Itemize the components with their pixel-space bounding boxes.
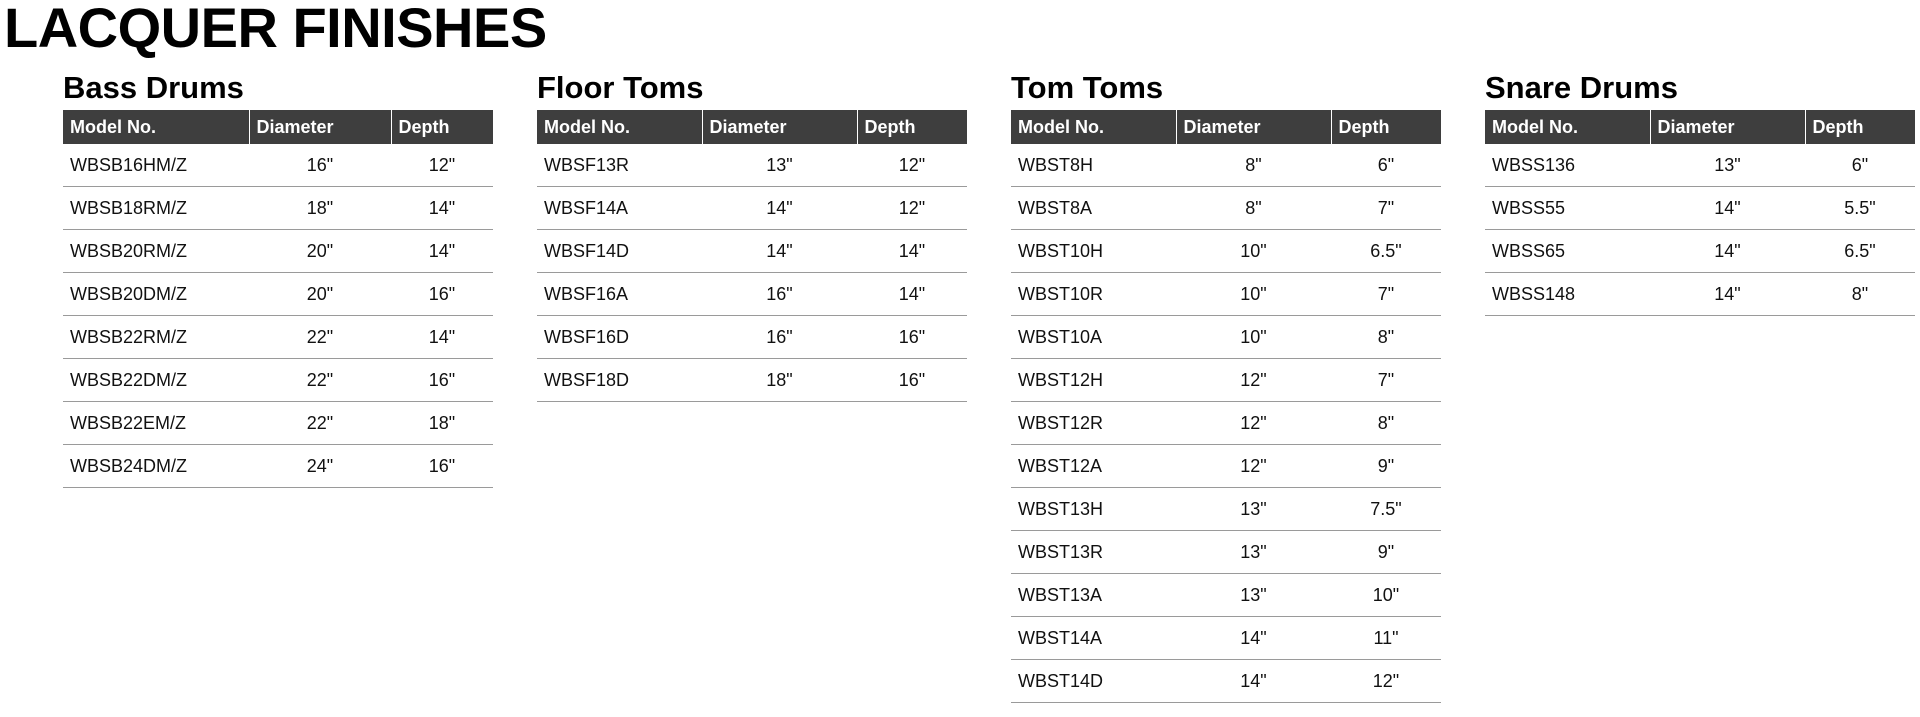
model-cell: WBSF14A — [537, 187, 702, 230]
floor-toms-table — [537, 110, 967, 402]
table-row — [63, 316, 493, 359]
model-column-header: Model No. — [1011, 110, 1176, 144]
model-cell: WBSS65 — [1485, 230, 1650, 273]
depth-cell: 8" — [1805, 273, 1915, 316]
bass-drums-heading: Bass Drums — [63, 70, 244, 105]
table-row — [1485, 144, 1915, 187]
depth-cell: 6.5" — [1805, 230, 1915, 273]
table-row — [1011, 531, 1441, 574]
diameter-cell: 20" — [249, 273, 391, 316]
model-cell: WBST14A — [1011, 617, 1176, 660]
model-cell: WBST10A — [1011, 316, 1176, 359]
model-cell: WBSS55 — [1485, 187, 1650, 230]
diameter-cell: 10" — [1176, 316, 1331, 359]
diameter-cell: 22" — [249, 316, 391, 359]
diameter-cell: 12" — [1176, 402, 1331, 445]
diameter-cell: 14" — [702, 187, 857, 230]
depth-cell: 14" — [391, 187, 493, 230]
diameter-cell: 24" — [249, 445, 391, 488]
model-cell: WBSB24DM/Z — [63, 445, 249, 488]
tom-toms-section — [1011, 70, 1441, 703]
bass-drums-section — [63, 70, 493, 488]
diameter-cell: 14" — [1176, 617, 1331, 660]
model-cell: WBSS136 — [1485, 144, 1650, 187]
model-cell: WBST13H — [1011, 488, 1176, 531]
table-row — [1011, 144, 1441, 187]
depth-cell: 7" — [1331, 359, 1441, 402]
table-row — [1011, 402, 1441, 445]
depth-cell: 7.5" — [1331, 488, 1441, 531]
table-row — [1485, 230, 1915, 273]
model-cell: WBST8A — [1011, 187, 1176, 230]
model-cell: WBSF14D — [537, 230, 702, 273]
diameter-cell: 14" — [1650, 187, 1805, 230]
table-header-row — [1011, 110, 1441, 144]
model-cell: WBSS148 — [1485, 273, 1650, 316]
table-row — [537, 359, 967, 402]
depth-cell: 10" — [1331, 574, 1441, 617]
diameter-column-header: Diameter — [1650, 110, 1805, 144]
table-row — [1485, 273, 1915, 316]
depth-column-header: Depth — [857, 110, 967, 144]
table-row — [63, 273, 493, 316]
snare-drums-table — [1485, 110, 1915, 316]
table-row — [1011, 273, 1441, 316]
depth-cell: 9" — [1331, 531, 1441, 574]
table-row — [1011, 660, 1441, 703]
depth-cell: 18" — [391, 402, 493, 445]
table-body — [537, 144, 967, 402]
table-row — [537, 273, 967, 316]
table-row — [537, 316, 967, 359]
diameter-column-header: Diameter — [1176, 110, 1331, 144]
table-body — [63, 144, 493, 488]
depth-cell: 11" — [1331, 617, 1441, 660]
diameter-cell: 14" — [1650, 273, 1805, 316]
depth-cell: 14" — [391, 230, 493, 273]
depth-cell: 16" — [391, 273, 493, 316]
model-column-header: Model No. — [1485, 110, 1650, 144]
depth-cell: 12" — [857, 144, 967, 187]
snare-drums-section — [1485, 70, 1915, 316]
diameter-cell: 12" — [1176, 359, 1331, 402]
diameter-cell: 13" — [1650, 144, 1805, 187]
table-header-row — [537, 110, 967, 144]
table-row — [1011, 574, 1441, 617]
depth-cell: 6" — [1805, 144, 1915, 187]
table-row — [63, 445, 493, 488]
depth-cell: 12" — [1331, 660, 1441, 703]
diameter-column-header: Diameter — [702, 110, 857, 144]
model-cell: WBSB16HM/Z — [63, 144, 249, 187]
table-body — [1011, 144, 1441, 703]
model-cell: WBST14D — [1011, 660, 1176, 703]
diameter-cell: 14" — [702, 230, 857, 273]
model-cell: WBSB22DM/Z — [63, 359, 249, 402]
model-column-header: Model No. — [537, 110, 702, 144]
model-cell: WBSF16D — [537, 316, 702, 359]
diameter-cell: 16" — [249, 144, 391, 187]
diameter-cell: 22" — [249, 402, 391, 445]
depth-cell: 12" — [857, 187, 967, 230]
diameter-cell: 14" — [1650, 230, 1805, 273]
table-row — [63, 187, 493, 230]
table-row — [537, 230, 967, 273]
table-row — [1011, 488, 1441, 531]
diameter-cell: 22" — [249, 359, 391, 402]
diameter-cell: 16" — [702, 316, 857, 359]
table-header-row — [1485, 110, 1915, 144]
depth-column-header: Depth — [1331, 110, 1441, 144]
depth-column-header: Depth — [1805, 110, 1915, 144]
diameter-cell: 14" — [1176, 660, 1331, 703]
bass-drums-table — [63, 110, 493, 488]
depth-cell: 14" — [857, 230, 967, 273]
model-cell: WBSF16A — [537, 273, 702, 316]
model-cell: WBST10H — [1011, 230, 1176, 273]
table-header-row — [63, 110, 493, 144]
diameter-cell: 12" — [1176, 445, 1331, 488]
table-row — [63, 230, 493, 273]
model-cell: WBSB20DM/Z — [63, 273, 249, 316]
diameter-cell: 13" — [1176, 531, 1331, 574]
table-row — [63, 359, 493, 402]
table-row — [63, 402, 493, 445]
depth-cell: 16" — [857, 359, 967, 402]
model-cell: WBST12R — [1011, 402, 1176, 445]
table-body — [1485, 144, 1915, 316]
depth-cell: 5.5" — [1805, 187, 1915, 230]
depth-cell: 6.5" — [1331, 230, 1441, 273]
diameter-cell: 18" — [249, 187, 391, 230]
model-cell: WBSB18RM/Z — [63, 187, 249, 230]
table-row — [537, 187, 967, 230]
page-title: LACQUER FINISHES — [4, 0, 547, 59]
model-cell: WBSF13R — [537, 144, 702, 187]
tom-toms-table — [1011, 110, 1441, 703]
diameter-column-header: Diameter — [249, 110, 391, 144]
table-row — [1011, 445, 1441, 488]
depth-cell: 14" — [391, 316, 493, 359]
diameter-cell: 10" — [1176, 273, 1331, 316]
model-cell: WBSB20RM/Z — [63, 230, 249, 273]
table-row — [1485, 187, 1915, 230]
table-row — [1011, 359, 1441, 402]
model-cell: WBSB22RM/Z — [63, 316, 249, 359]
depth-cell: 14" — [857, 273, 967, 316]
depth-cell: 12" — [391, 144, 493, 187]
diameter-cell: 13" — [1176, 574, 1331, 617]
model-column-header: Model No. — [63, 110, 249, 144]
diameter-cell: 13" — [702, 144, 857, 187]
model-cell: WBST13R — [1011, 531, 1176, 574]
table-row — [1011, 230, 1441, 273]
depth-column-header: Depth — [391, 110, 493, 144]
depth-cell: 16" — [391, 359, 493, 402]
model-cell: WBST12A — [1011, 445, 1176, 488]
table-row — [1011, 316, 1441, 359]
model-cell: WBST12H — [1011, 359, 1176, 402]
floor-toms-heading: Floor Toms — [537, 70, 704, 105]
diameter-cell: 16" — [702, 273, 857, 316]
model-cell: WBSB22EM/Z — [63, 402, 249, 445]
diameter-cell: 8" — [1176, 144, 1331, 187]
diameter-cell: 8" — [1176, 187, 1331, 230]
depth-cell: 16" — [857, 316, 967, 359]
model-cell: WBST8H — [1011, 144, 1176, 187]
floor-toms-section — [537, 70, 967, 402]
depth-cell: 8" — [1331, 316, 1441, 359]
depth-cell: 7" — [1331, 273, 1441, 316]
depth-cell: 6" — [1331, 144, 1441, 187]
diameter-cell: 18" — [702, 359, 857, 402]
diameter-cell: 10" — [1176, 230, 1331, 273]
depth-cell: 16" — [391, 445, 493, 488]
model-cell: WBSF18D — [537, 359, 702, 402]
table-row — [537, 144, 967, 187]
model-cell: WBST13A — [1011, 574, 1176, 617]
depth-cell: 8" — [1331, 402, 1441, 445]
table-row — [1011, 617, 1441, 660]
table-row — [1011, 187, 1441, 230]
tom-toms-heading: Tom Toms — [1011, 70, 1164, 105]
depth-cell: 9" — [1331, 445, 1441, 488]
snare-drums-heading: Snare Drums — [1485, 70, 1678, 105]
model-cell: WBST10R — [1011, 273, 1176, 316]
diameter-cell: 13" — [1176, 488, 1331, 531]
diameter-cell: 20" — [249, 230, 391, 273]
depth-cell: 7" — [1331, 187, 1441, 230]
table-row — [63, 144, 493, 187]
